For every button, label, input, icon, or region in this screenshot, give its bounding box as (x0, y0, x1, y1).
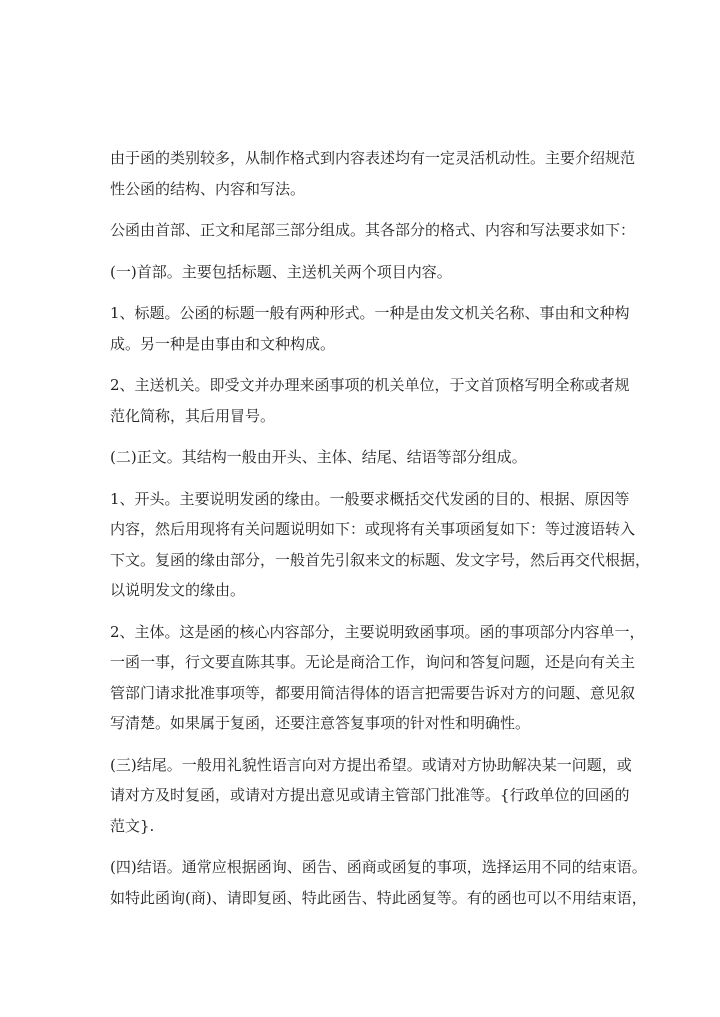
text-line: (四)结语。通常应根据函询、函告、函商或函复的事项，选择运用不同的结束语。 (110, 858, 647, 876)
text-line: 2、主送机关。即受文并办理来函事项的机关单位，于文首顶格写明全称或者规 (110, 376, 630, 394)
paragraph (110, 852, 647, 913)
paragraph (110, 370, 630, 431)
paragraph (110, 215, 636, 246)
paragraph (110, 257, 610, 288)
text-line: 下文。复函的缘由部分，一般首先引叙来文的标题、发文字号，然后再交代根据， (110, 550, 651, 569)
paragraph (110, 617, 645, 739)
text-line: 请对方及时复函，或请对方提出意见或请主管部门批准等。{行政单位的回函的 (110, 786, 630, 804)
text-line: (三)结尾。一般用礼貌性语言向对方提出希望。或请对方协助解决某一问题，或 (110, 755, 632, 774)
text-line: 由于函的类别较多，从制作格式到内容表述均有一定灵活机动性。主要介绍规范 (110, 149, 636, 167)
text-line: 以说明发文的缘由。 (110, 581, 246, 599)
text-line: 内容，然后用现将有关问题说明如下：或现将有关事项函复如下：等过渡语转入 (110, 520, 636, 538)
text-line: 范文}. (110, 816, 155, 835)
text-line: 一函一事，行文要直陈其事。无论是商洽工作，询问和答复问题，还是向有关主 (110, 653, 636, 671)
text-line: 2、主体。这是函的核心内容部分，主要说明致函事项。函的事项部分内容单一， (110, 622, 645, 641)
paragraph (110, 484, 651, 606)
paragraph (110, 298, 630, 359)
text-line: 公函由首部、正文和尾部三部分组成。其各部分的格式、内容和写法要求如下： (110, 221, 636, 239)
document-page (110, 143, 651, 913)
text-line: (二)正文。其结构一般由开头、主体、结尾、结语等部分组成。 (110, 448, 527, 466)
text-line: 1、标题。公函的标题一般有两种形式。一种是由发文机关名称、事由和文种构 (110, 304, 630, 322)
text-line: 范化简称，其后用冒号。 (110, 406, 276, 425)
paragraph (110, 750, 632, 842)
paragraph (110, 143, 636, 204)
paragraph (110, 442, 610, 473)
text-line: 如特此函询(商)、请即复函、特此函告、特此函复等。有的函也可以不用结束语， (110, 888, 647, 907)
text-line: 1、开头。主要说明发函的缘由。一般要求概括交代发函的目的、根据、原因等 (110, 489, 630, 508)
text-line: (一)首部。主要包括标题、主送机关两个项目内容。 (110, 262, 452, 281)
text-line: 写清楚。如果属于复函，还要注意答复事项的针对性和明确性。 (110, 714, 531, 732)
text-line: 管部门请求批准事项等，都要用简洁得体的语言把需要告诉对方的问题、意见叙 (110, 683, 636, 702)
text-line: 成。另一种是由事由和文种构成。 (110, 334, 336, 353)
text-line: 性公函的结构、内容和写法。 (110, 179, 306, 198)
